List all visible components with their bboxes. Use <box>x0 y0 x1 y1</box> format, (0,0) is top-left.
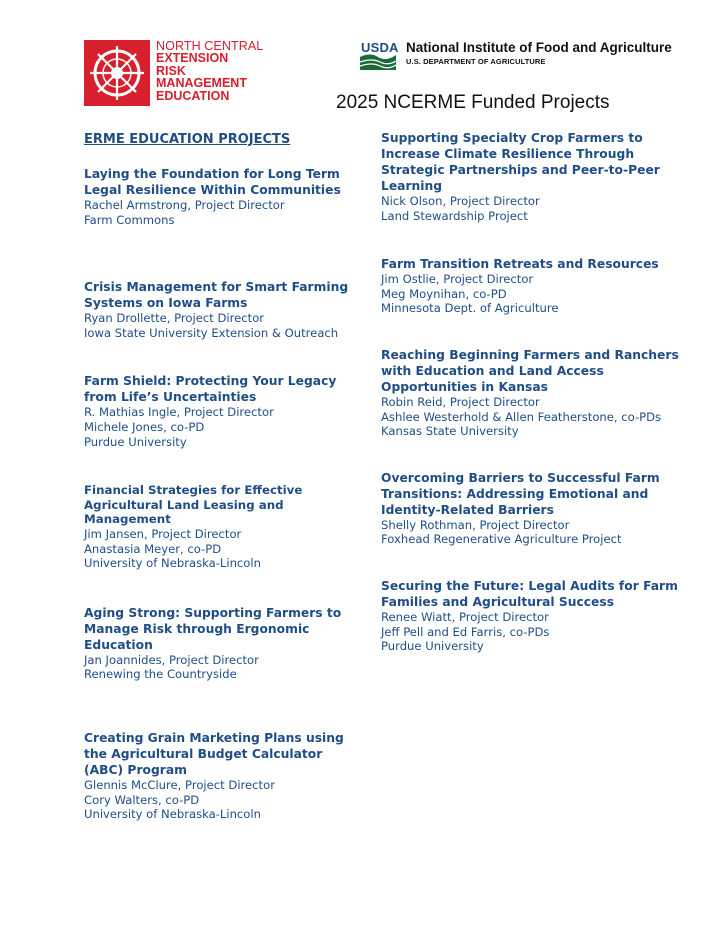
project-item <box>381 130 681 223</box>
agency-name: National Institute of Food and Agriculture <box>406 40 672 55</box>
logo-line-4: MANAGEMENT <box>156 76 247 91</box>
left-column <box>84 130 354 862</box>
project-co-pd: Anastasia Meyer, co-PD <box>84 541 222 556</box>
project-director: Jan Joannides, Project Director <box>84 652 259 667</box>
usda-wordmark: USDA <box>361 40 399 55</box>
page-title: 2025 NCERME Funded Projects <box>336 92 610 113</box>
project-co-pd: Michele Jones, co-PD <box>84 419 205 434</box>
project-director: Shelly Rothman, Project Director <box>381 517 570 532</box>
ncerme-logo-text <box>156 40 263 102</box>
department-name: U.S. DEPARTMENT OF AGRICULTURE <box>406 57 546 66</box>
project-title: Reaching Beginning Farmers and Ranchers with Education and Land Access Opportunities in Kansas <box>381 347 679 394</box>
project-co-pd: Meg Moynihan, co-PD <box>381 286 507 301</box>
project-organization: Minnesota Dept. of Agriculture <box>381 301 559 316</box>
project-co-pd: Ashlee Westerhold & Allen Featherstone, co-PDs <box>381 409 662 424</box>
logo-line-3: RISK <box>156 63 186 78</box>
project-item <box>381 256 681 316</box>
project-organization: Farm Commons <box>84 212 175 227</box>
project-director: Robin Reid, Project Director <box>381 394 540 409</box>
logo-line-1: NORTH CENTRAL <box>156 39 264 53</box>
project-item <box>381 470 681 547</box>
project-title: Aging Strong: Supporting Farmers to Manage Risk through Ergonomic Education <box>84 605 342 652</box>
project-organization: Purdue University <box>84 434 187 449</box>
project-director: R. Mathias Ingle, Project Director <box>84 405 274 420</box>
project-item <box>84 730 354 822</box>
project-title: Crisis Management for Smart Farming Systems on Iowa Farms <box>84 280 349 311</box>
project-item <box>381 578 681 654</box>
project-director: Nick Olson, Project Director <box>381 194 540 208</box>
project-title: Creating Grain Marketing Plans using the Agricultural Budget Calculator (ABC) Program <box>84 730 344 777</box>
project-organization: Land Stewardship Project <box>381 208 528 223</box>
project-title: Supporting Specialty Crop Farmers to Increase Climate Resilience Through Strategic Partnerships and Peer-to-Peer Learning <box>381 131 660 193</box>
project-item <box>84 483 354 571</box>
project-organization: Renewing the Countryside <box>84 667 237 682</box>
usda-nifa-logo <box>360 40 672 70</box>
project-item <box>381 347 681 439</box>
project-director: Rachel Armstrong, Project Director <box>84 198 285 212</box>
project-organization: University of Nebraska-Lincoln <box>84 807 261 822</box>
project-title: Overcoming Barriers to Successful Farm Transitions: Addressing Emotional and Identity-Related Barriers <box>381 470 660 517</box>
section-heading: ERME EDUCATION PROJECTS <box>84 132 291 147</box>
project-organization: University of Nebraska-Lincoln <box>84 556 261 571</box>
project-organization: Kansas State University <box>381 424 519 439</box>
project-organization: Iowa State University Extension & Outreach <box>84 325 339 340</box>
project-organization: Foxhead Regenerative Agriculture Project <box>381 532 622 547</box>
project-item <box>84 373 354 449</box>
logo-line-5: EDUCATION <box>156 88 230 103</box>
project-organization: Purdue University <box>381 639 484 654</box>
project-item <box>84 166 354 227</box>
ncerme-wheel-icon <box>84 40 150 106</box>
project-director: Jim Jansen, Project Director <box>84 526 242 541</box>
logo-line-2: EXTENSION <box>156 51 229 66</box>
project-title: Financial Strategies for Effective Agricultural Land Leasing and Management <box>84 483 303 527</box>
project-director: Jim Ostlie, Project Director <box>381 272 534 287</box>
project-item <box>84 605 354 682</box>
project-title: Laying the Foundation for Long Term Legal Resilience Within Communities <box>84 167 341 197</box>
project-title: Farm Transition Retreats and Resources <box>381 257 659 272</box>
ncerme-logo <box>84 40 314 106</box>
project-item <box>84 279 354 340</box>
project-co-pd: Cory Walters, co-PD <box>84 792 200 807</box>
project-director: Glennis McClure, Project Director <box>84 777 275 792</box>
project-director: Ryan Drollette, Project Director <box>84 311 265 326</box>
project-title: Farm Shield: Protecting Your Legacy from Life’s Uncertainties <box>84 374 337 405</box>
project-co-pd: Jeff Pell and Ed Farris, co-PDs <box>381 624 550 639</box>
project-director: Renee Wiatt, Project Director <box>381 609 549 624</box>
project-title: Securing the Future: Legal Audits for Farm Families and Agricultural Success <box>381 578 678 609</box>
right-column <box>381 130 681 694</box>
